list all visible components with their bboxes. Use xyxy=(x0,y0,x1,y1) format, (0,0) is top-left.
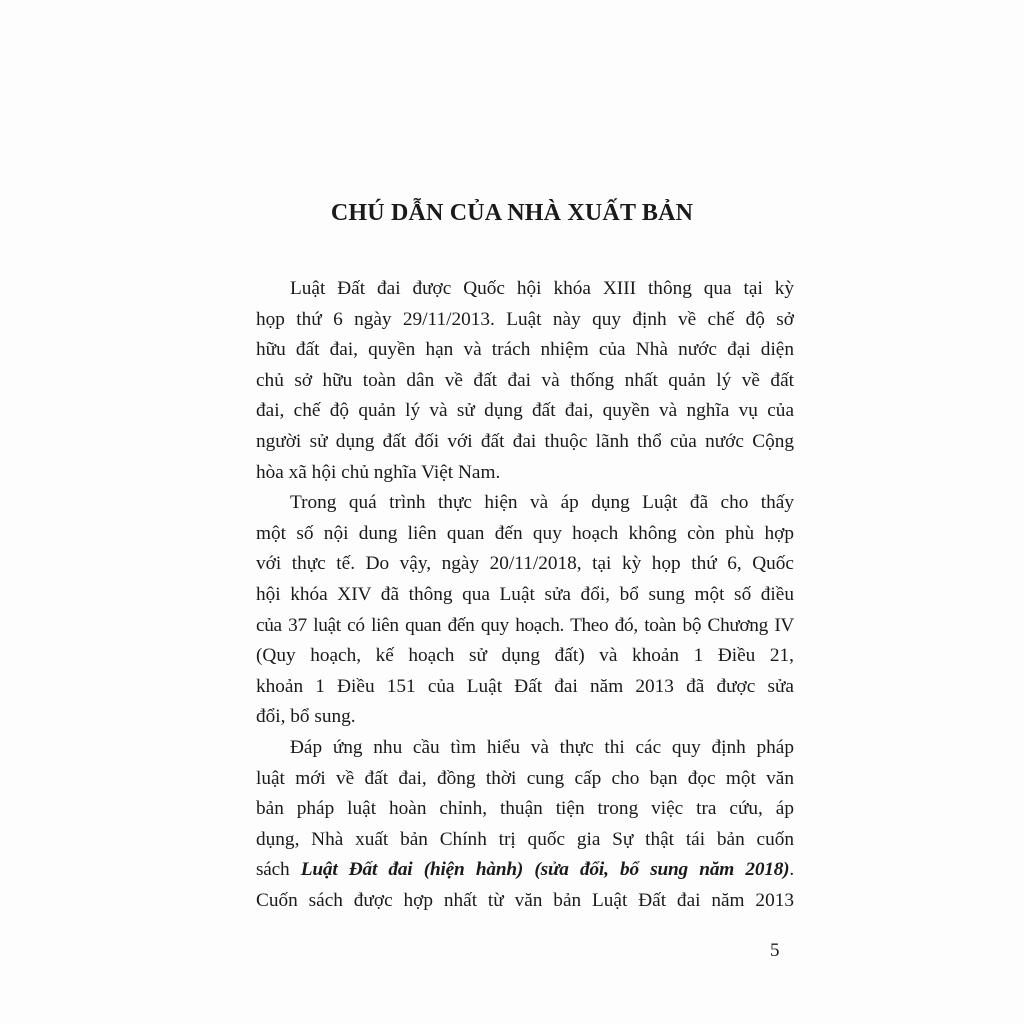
text-line: hữu đất đai, quyền hạn và trách nhiệm của Nhà nước đại diện xyxy=(256,339,794,361)
text-line: đai, chế độ quản lý và sử dụng đất đai, quyền và nghĩa vụ của xyxy=(256,400,794,422)
book-title: Luật Đất đai (hiện hành) (sửa đổi, bổ sung năm 2018) xyxy=(300,859,790,881)
text-line: bản pháp luật hoàn chỉnh, thuận tiện trong việc tra cứu, áp xyxy=(256,798,794,820)
text-line: khoản 1 Điều 151 của Luật Đất đai năm 2013 đã được sửa xyxy=(256,675,794,697)
text-line: Luật Đất đai được Quốc hội khóa XIII thông qua tại kỳ xyxy=(290,278,794,299)
page-title: CHÚ DẪN CỦA NHÀ XUẤT BẢN xyxy=(330,200,694,226)
text-line: dụng, Nhà xuất bản Chính trị quốc gia Sự thật tái bản cuốn xyxy=(256,828,794,850)
text-line: (Quy hoạch, kế hoạch sử dụng đất) và khoản 1 Điều 21, xyxy=(256,645,794,667)
text-line: Cuốn sách được hợp nhất từ văn bản Luật Đất đai năm 2013 xyxy=(256,889,794,911)
book-line-suffix: . xyxy=(789,859,794,881)
text-line: họp thứ 6 ngày 29/11/2013. Luật này quy định về chế độ sở xyxy=(256,308,794,330)
book-line-prefix: sách xyxy=(256,859,301,881)
text-line: với thực tế. Do vậy, ngày 20/11/2018, tại kỳ họp thứ 6, Quốc xyxy=(256,553,794,575)
page-number: 5 xyxy=(770,940,780,961)
text-line: của 37 luật có liên quan đến quy hoạch. Theo đó, toàn bộ Chương IV xyxy=(256,614,794,636)
text-line: chủ sở hữu toàn dân về đất đai và thống nhất quản lý về đất xyxy=(256,369,794,391)
paragraph-2 xyxy=(256,488,794,733)
text-line: Đáp ứng nhu cầu tìm hiểu và thực thi các quy định pháp xyxy=(290,736,794,758)
text-line: Trong quá trình thực hiện và áp dụng Luật đã cho thấy xyxy=(290,492,794,514)
text-line: người sử dụng đất đối với đất đai thuộc lãnh thổ của nước Cộng xyxy=(256,430,794,452)
text-line: một số nội dung liên quan đến quy hoạch không còn phù hợp xyxy=(256,522,794,544)
text-line: đổi, bổ sung. xyxy=(256,706,356,728)
paragraph-1 xyxy=(256,274,794,488)
book-title-line xyxy=(256,855,794,886)
text-line: hội khóa XIV đã thông qua Luật sửa đổi, bổ sung một số điều xyxy=(256,583,794,605)
text-line: hòa xã hội chủ nghĩa Việt Nam. xyxy=(256,461,501,483)
paragraph-3 xyxy=(256,733,794,917)
body-text xyxy=(256,274,794,916)
text-line: luật mới về đất đai, đồng thời cung cấp cho bạn đọc một văn xyxy=(256,767,794,789)
